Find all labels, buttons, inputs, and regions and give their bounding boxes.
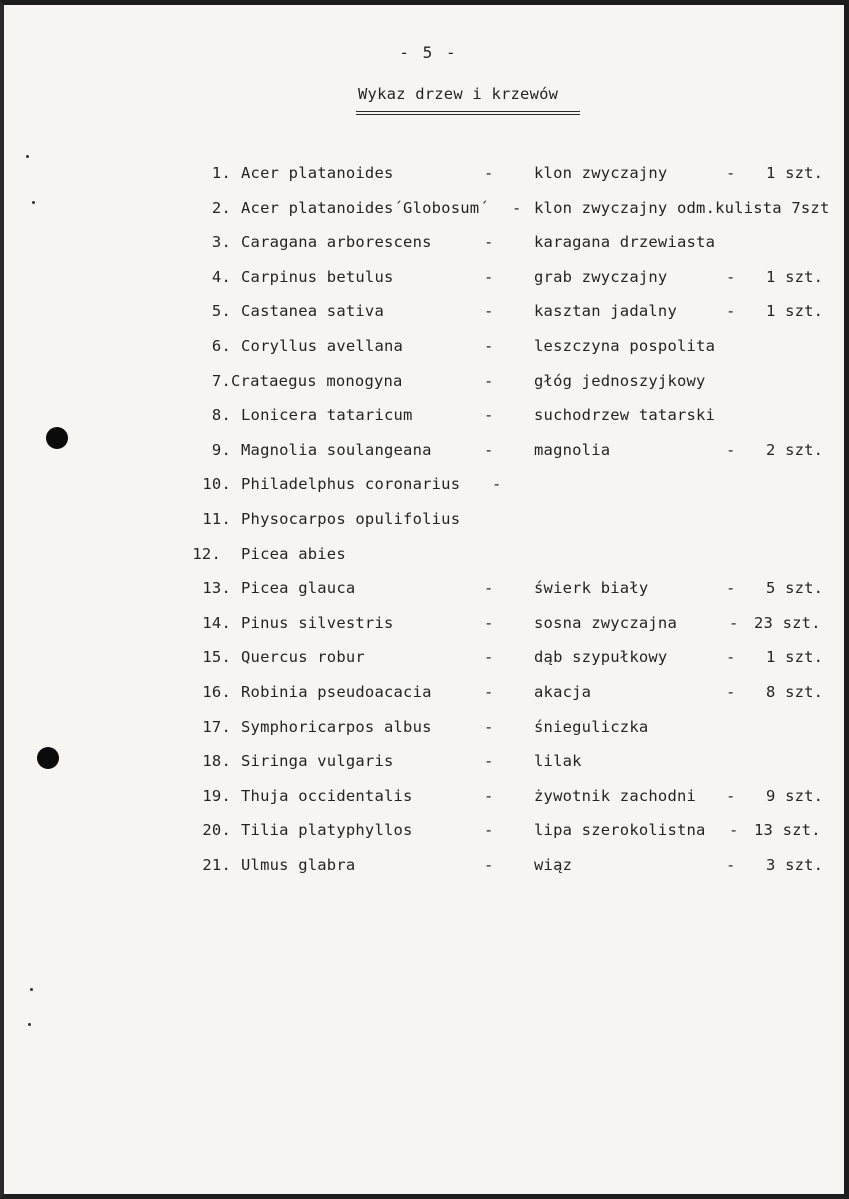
latin-name: Tilia platyphyllos — [241, 821, 413, 839]
latin-name: Ulmus glabra — [241, 856, 356, 874]
separator-dash: - — [484, 752, 494, 770]
polish-name: lilak — [534, 752, 582, 770]
item-number: 4. — [211, 268, 231, 286]
quantity: 1 szt. — [766, 648, 824, 666]
separator-dash: - — [484, 787, 494, 805]
polish-name: wiąz — [534, 856, 573, 874]
item-number: 1. — [211, 164, 231, 182]
list-item — [4, 372, 849, 392]
list-item — [4, 752, 849, 772]
separator-dash: - — [484, 337, 494, 355]
item-number: 10. — [202, 475, 231, 493]
separator-dash: - — [726, 648, 736, 666]
separator-dash: - — [726, 787, 736, 805]
item-number: 3. — [211, 233, 231, 251]
item-number: 20. — [202, 821, 231, 839]
quantity: 2 szt. — [766, 441, 824, 459]
page-number: - 5 - — [399, 43, 458, 62]
polish-name: głóg jednoszyjkowy — [534, 372, 706, 390]
separator-dash: - — [726, 856, 736, 874]
latin-name: Symphoricarpos albus — [241, 718, 432, 736]
list-item — [4, 683, 849, 703]
polish-name: suchodrzew tatarski — [534, 406, 716, 424]
latin-name: Philadelphus coronarius — [241, 475, 461, 493]
polish-name: akacja — [534, 683, 592, 701]
latin-name: Picea abies — [241, 545, 346, 563]
list-item — [4, 406, 849, 426]
latin-name: Crataegus monogyna — [231, 372, 403, 390]
item-number: 6. — [211, 337, 231, 355]
latin-name: Acer platanoides — [241, 164, 394, 182]
list-item — [4, 648, 849, 668]
latin-name: Thuja occidentalis — [241, 787, 413, 805]
latin-name: Magnolia soulangeana — [241, 441, 432, 459]
item-number: 19. — [202, 787, 231, 805]
list-item — [4, 268, 849, 288]
quantity: 3 szt. — [766, 856, 824, 874]
quantity: 8 szt. — [766, 683, 824, 701]
item-number: 13. — [202, 579, 231, 597]
list-item — [4, 545, 849, 565]
separator-dash: - — [484, 302, 494, 320]
separator-dash: - — [484, 648, 494, 666]
separator-dash: - — [484, 233, 494, 251]
list-item — [4, 579, 849, 599]
polish-name: grab zwyczajny — [534, 268, 668, 286]
paper-speck — [26, 155, 29, 158]
separator-dash: - — [484, 821, 494, 839]
latin-name: Acer platanoides´Globosum´ — [241, 199, 489, 217]
item-number: 16. — [202, 683, 231, 701]
polish-name: dąb szypułkowy — [534, 648, 668, 666]
separator-dash: - — [484, 406, 494, 424]
separator-dash: - — [484, 441, 494, 459]
separator-dash: - — [729, 821, 739, 839]
polish-name: karagana drzewiasta — [534, 233, 716, 251]
item-number: 2. — [211, 199, 231, 217]
polish-name: klon zwyczajny odm.kulista 7szt — [534, 199, 830, 217]
item-number: 7. — [211, 372, 231, 390]
separator-dash: - — [484, 268, 494, 286]
latin-name: Castanea sativa — [241, 302, 384, 320]
polish-name: kasztan jadalny — [534, 302, 677, 320]
latin-name: Carpinus betulus — [241, 268, 394, 286]
item-number: 5. — [211, 302, 231, 320]
list-item — [4, 164, 849, 184]
list-item — [4, 233, 849, 253]
item-number: 21. — [202, 856, 231, 874]
separator-dash: - — [484, 856, 494, 874]
quantity: 1 szt. — [766, 164, 824, 182]
quantity: 1 szt. — [766, 268, 824, 286]
list-item — [4, 718, 849, 738]
quantity: 5 szt. — [766, 579, 824, 597]
list-item — [4, 199, 849, 219]
separator-dash: - — [729, 614, 739, 632]
quantity: 13 szt. — [754, 821, 821, 839]
polish-name: lipa szerokolistna — [534, 821, 706, 839]
separator-dash: - — [484, 579, 494, 597]
list-item — [4, 337, 849, 357]
latin-name: Robinia pseudoacacia — [241, 683, 432, 701]
separator-dash: - — [492, 475, 502, 493]
polish-name: świerk biały — [534, 579, 649, 597]
list-item — [4, 821, 849, 841]
latin-name: Picea glauca — [241, 579, 356, 597]
polish-name: magnolia — [534, 441, 611, 459]
polish-name: żywotnik zachodni — [534, 787, 697, 805]
punch-hole-upper — [46, 427, 68, 449]
item-number: 12. — [192, 545, 221, 563]
latin-name: Coryllus avellana — [241, 337, 404, 355]
polish-name: leszczyna pospolita — [534, 337, 716, 355]
item-number: 18. — [202, 752, 231, 770]
latin-name: Siringa vulgaris — [241, 752, 394, 770]
quantity: 1 szt. — [766, 302, 824, 320]
separator-dash: - — [726, 268, 736, 286]
list-item — [4, 856, 849, 876]
item-number: 9. — [211, 441, 231, 459]
separator-dash: - — [726, 683, 736, 701]
separator-dash: - — [512, 199, 522, 217]
item-number: 8. — [211, 406, 231, 424]
latin-name: Physocarpos opulifolius — [241, 510, 461, 528]
separator-dash: - — [726, 579, 736, 597]
paper-speck — [32, 201, 35, 204]
item-number: 14. — [202, 614, 231, 632]
paper-speck — [28, 1023, 31, 1026]
separator-dash: - — [484, 372, 494, 390]
title-underline — [356, 111, 580, 115]
list-item — [4, 510, 849, 530]
quantity: 23 szt. — [754, 614, 821, 632]
paper-speck — [30, 988, 33, 991]
quantity: 9 szt. — [766, 787, 824, 805]
polish-name: śnieguliczka — [534, 718, 649, 736]
latin-name: Pinus silvestris — [241, 614, 394, 632]
separator-dash: - — [726, 441, 736, 459]
latin-name: Quercus robur — [241, 648, 365, 666]
separator-dash: - — [484, 614, 494, 632]
list-item — [4, 787, 849, 807]
polish-name: klon zwyczajny — [534, 164, 668, 182]
list-item — [4, 302, 849, 322]
item-number: 11. — [202, 510, 231, 528]
list-item — [4, 441, 849, 461]
separator-dash: - — [484, 718, 494, 736]
item-number: 17. — [202, 718, 231, 736]
item-number: 15. — [202, 648, 231, 666]
polish-name: sosna zwyczajna — [534, 614, 677, 632]
latin-name: Lonicera tataricum — [241, 406, 413, 424]
list-item — [4, 475, 849, 495]
separator-dash: - — [726, 302, 736, 320]
latin-name: Caragana arborescens — [241, 233, 432, 251]
separator-dash: - — [726, 164, 736, 182]
list-item — [4, 614, 849, 634]
separator-dash: - — [484, 164, 494, 182]
separator-dash: - — [484, 683, 494, 701]
punch-hole-lower — [37, 747, 59, 769]
document-title: Wykaz drzew i krzewów — [358, 85, 559, 103]
